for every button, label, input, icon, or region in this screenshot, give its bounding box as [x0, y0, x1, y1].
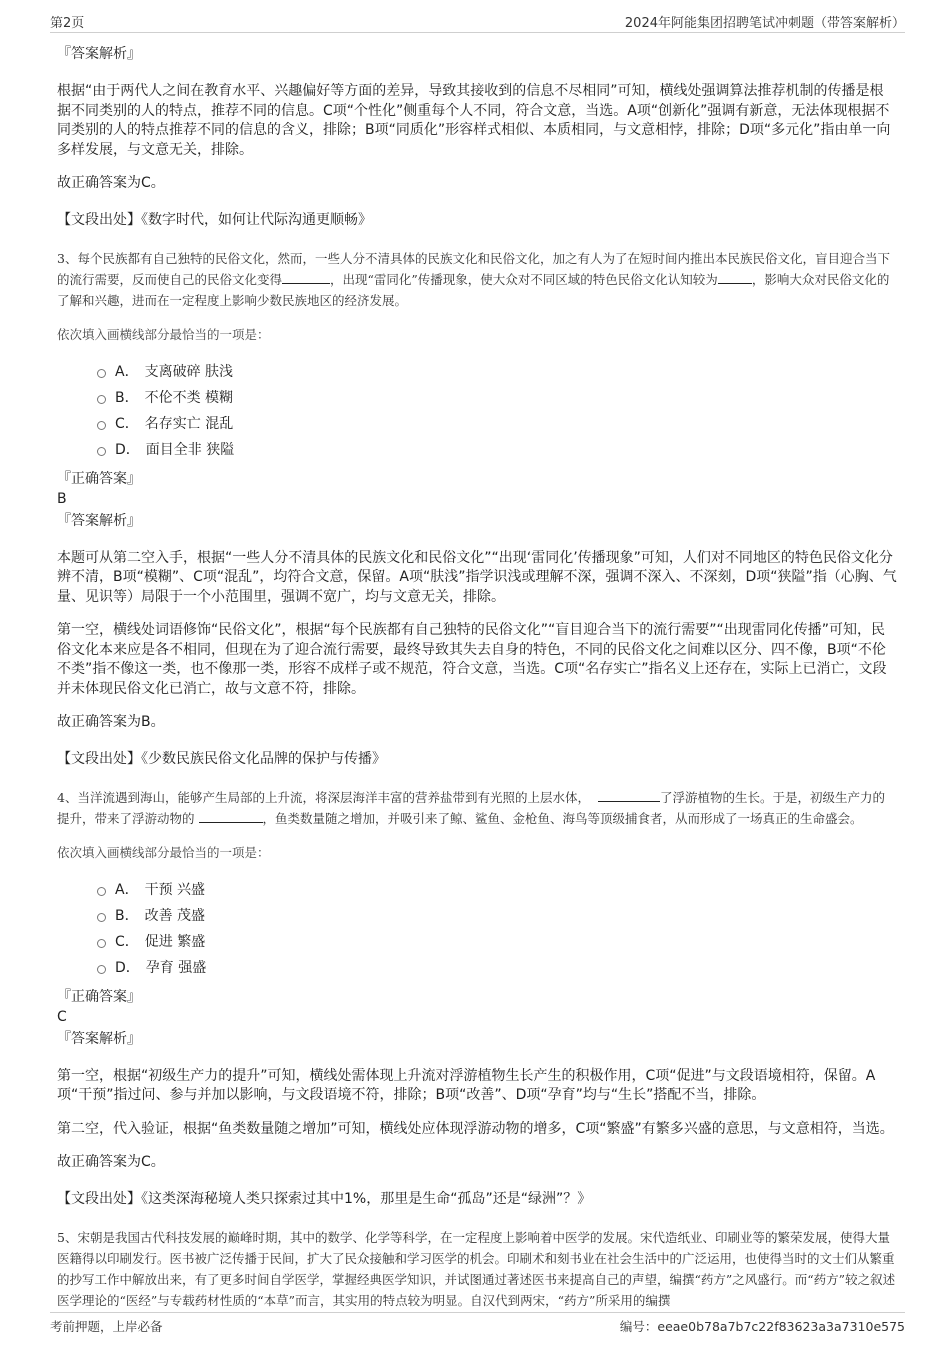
conclusion: 故正确答案为B。 — [57, 714, 165, 730]
radio-icon[interactable] — [97, 447, 106, 456]
option-c[interactable]: C． 名存实亡 混乱 — [97, 411, 897, 437]
option-c[interactable]: C． 促进 繁盛 — [97, 929, 897, 955]
option-list — [97, 359, 897, 463]
correct-answer: C — [57, 1008, 67, 1025]
analysis-label: 『答案解析』 — [57, 1030, 141, 1047]
conclusion: 故正确答案为C。 — [57, 175, 165, 191]
option-b[interactable]: B． 不伦不类 模糊 — [97, 385, 897, 411]
option-d[interactable]: D． 面目全非 狭隘 — [97, 437, 897, 463]
correct-answer-label: 『正确答案』 — [57, 470, 141, 487]
option-b[interactable]: B． 改善 茂盛 — [97, 903, 897, 929]
question-prompt: 依次填入画横线部分最恰当的一项是： — [57, 326, 270, 342]
source-citation: 【文段出处】《这类深海秘境人类只探索过其中1%，那里是生命“孤岛”还是“绿洲”？》 — [57, 1190, 592, 1207]
radio-icon[interactable] — [97, 913, 106, 922]
option-d[interactable]: D． 孕育 强盛 — [97, 955, 897, 981]
analysis-paragraph: 第一空，根据“初级生产力的提升”可知，横线处需体现上升流对浮游植物生长产生的积极作用，C项“促进”与文段语境相符，保留。A项“干预”指过问、参与并加以影响，与文段语境不符，排除；B项“改善”、D项“孕育”均与“生长”搭配不当，排除。 — [57, 1067, 876, 1103]
option-list — [97, 877, 897, 981]
question-4: 4、当洋流遇到海山，能够产生局部的上升流，将深层海洋丰富的营养盐带到有光照的上层水体， 了浮游植物的生长。于是，初级生产力的提升，带来了浮游动物的 ，鱼类数量随之增加，并吸引来了鲸、鲨鱼、金枪鱼、海鸟等顶级捕食者，从而形成了一场真正的生命盛会。 — [57, 787, 897, 829]
radio-icon[interactable] — [97, 369, 106, 378]
page-number: 第2页 — [50, 16, 85, 31]
document-title: 2024年阿能集团招聘笔试冲刺题（带答案解析） — [624, 16, 905, 31]
page-header — [50, 12, 905, 33]
document-content — [57, 44, 897, 1311]
radio-icon[interactable] — [97, 939, 106, 948]
analysis-paragraph: 第二空，代入验证，根据“鱼类数量随之增加”可知，横线处应体现浮游动物的增多，C项“繁盛”有繁多兴盛的意思，与文意相符，当选。 — [57, 1120, 894, 1137]
analysis-paragraph: 本题可从第二空入手，根据“一些人分不清具体的民族文化和民俗文化”“出现‘雷同化’传播现象”可知，人们对不同地区的特色民俗文化分辨不清，B项“模糊”、C项“混乱”，均符合文意，保留。A项“肤浅”指学识浅或理解不深，强调不深入、不深刻，D项“狭隘”指（心胸、气量、见识等）局限于一个小范围里，强调不宽广，均与文意无关，排除。 — [57, 549, 897, 605]
fill-blank — [282, 269, 330, 284]
radio-icon[interactable] — [97, 421, 106, 430]
option-a[interactable]: A． 干预 兴盛 — [97, 877, 897, 903]
option-a[interactable]: A． 支离破碎 肤浅 — [97, 359, 897, 385]
page-footer — [50, 1312, 905, 1336]
document-id: 编号：eeae0b78a7b7c22f83623a3a7310e575 — [619, 1319, 905, 1334]
analysis-paragraph: 第一空，横线处词语修饰“民俗文化”，根据“每个民族都有自己独特的民俗文化”“盲目迎合当下的流行需要”“出现雷同化传播”可知，民俗文化本来应是各不相同，但现在为了迎合流行需要，最终导致其失去自身的特色，不同的民俗文化之间难以区分、四不像，B项“不伦不类”指不像这一类，也不像那一类，形容不成样子或不规范，符合文意，当选。C项“名存实亡”指名义上还存在，实际上已消亡，文段并未体现民俗文化已消亡，故与文意不符，排除。 — [57, 622, 887, 697]
fill-blank — [718, 269, 752, 284]
question-5: 5、宋朝是我国古代科技发展的巅峰时期，其中的数学、化学等科学，在一定程度上影响着中医学的发展。宋代造纸业、印刷业等的繁荣发展，使得大量医籍得以印刷发行。医书被广泛传播于民间，扩大了民众接触和学习医学的机会。印刷术和刻书业在社会生活中的广泛运用，也使得当时的文士们从繁重的抄写工作中解放出来，有了更多时间自学医学，掌握经典医学知识，并试图通过著述医书来提高自己的声望，编撰“药方”之风盛行。而“药方”较之叙述医学理论的“医经”与专载药材性质的“本草”而言，其实用的特点较为明显。自汉代到两宋，“药方”所采用的编撰 — [57, 1229, 896, 1308]
radio-icon[interactable] — [97, 965, 106, 974]
analysis-label: 『答案解析』 — [57, 512, 141, 529]
question-prompt: 依次填入画横线部分最恰当的一项是： — [57, 844, 270, 860]
analysis-label: 『答案解析』 — [57, 46, 141, 62]
correct-answer-label: 『正确答案』 — [57, 988, 141, 1005]
question-3: 3、每个民族都有自己独特的民俗文化，然而，一些人分不清具体的民族文化和民俗文化，加之有人为了在短时间内推出本民族民俗文化，盲目迎合当下的流行需要，反而使自己的民俗文化变得 ，出现“雷同化”传播现象，使大众对不同区域的特色民俗文化认知较为 ，影响大众对民俗文化的了解和兴趣，进而在一定程度上影响少数民族地区的经济发展。 — [57, 250, 890, 308]
radio-icon[interactable] — [97, 395, 106, 404]
conclusion: 故正确答案为C。 — [57, 1154, 165, 1170]
source-citation: 【文段出处】《数字时代，如何让代际沟通更顺畅》 — [57, 211, 372, 228]
analysis-paragraph: 根据“由于两代人之间在教育水平、兴趣偏好等方面的差异，导致其接收到的信息不尽相同”可知，横线处强调算法推荐机制的传播是根据不同类别的人的特点，推荐不同的信息。C项“个性化”侧重每个人不同，符合文意，当选。A项“创新化”强调有新意，无法体现根据不同类别的人的特点推荐不同的信息的含义，排除；B项“同质化”形容样式相似、本质相同，与文意相悖，排除；D项“多元化”指由单一向多样发展，与文意无关，排除。 — [57, 83, 891, 158]
radio-icon[interactable] — [97, 887, 106, 896]
fill-blank — [598, 787, 660, 802]
footer-slogan: 考前押题，上岸必备 — [50, 1319, 163, 1334]
fill-blank — [199, 808, 263, 823]
source-citation: 【文段出处】《少数民族民俗文化品牌的保护与传播》 — [57, 750, 386, 767]
correct-answer: B — [57, 490, 67, 507]
